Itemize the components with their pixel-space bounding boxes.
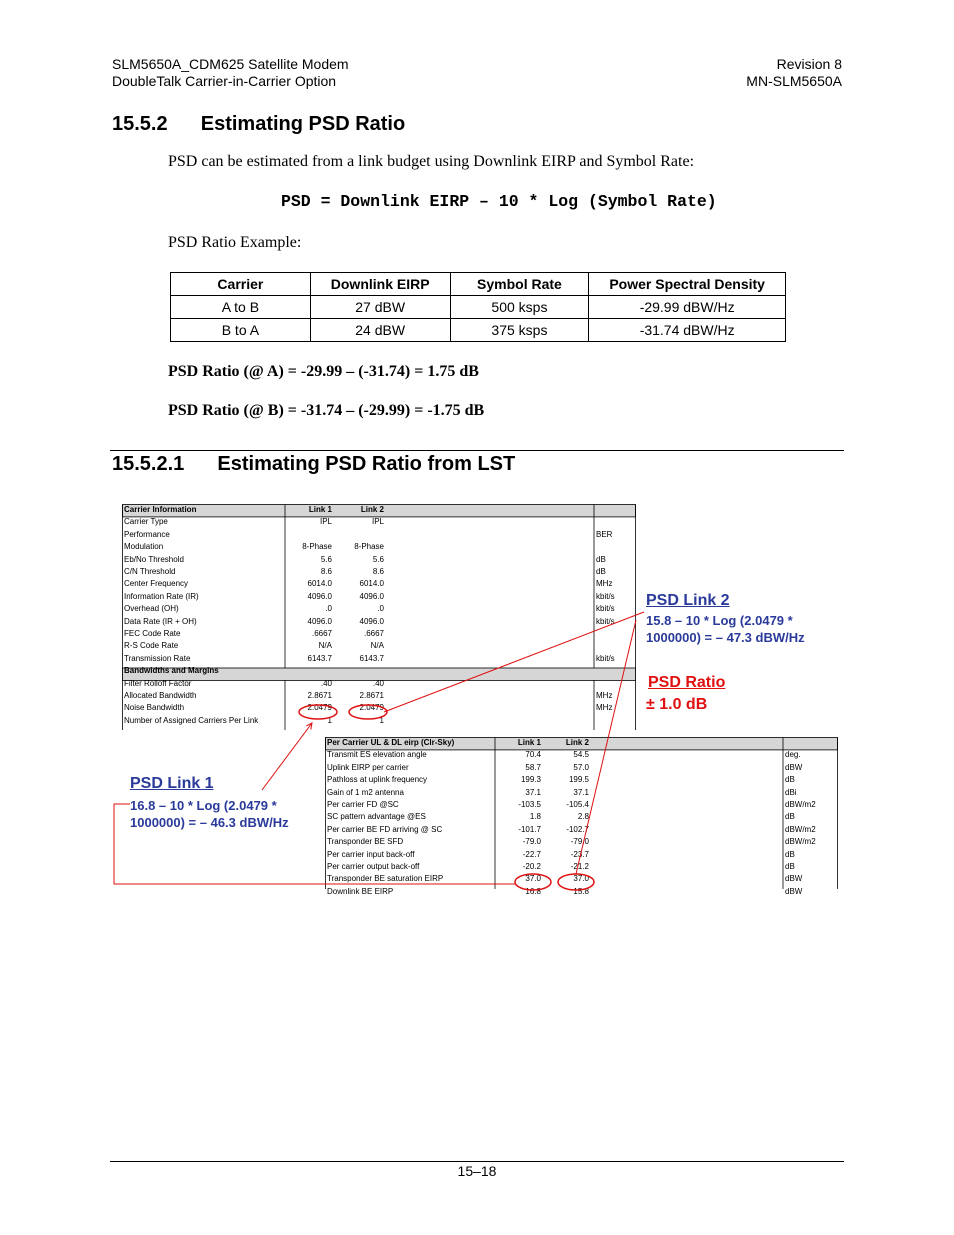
sheet-cell-v1: 5.6 [320, 554, 332, 564]
sheet-header-label: Per Carrier UL & DL eirp (Clr-Sky) [327, 738, 455, 747]
sheet-cell-v2: N/A [370, 641, 384, 651]
sheet-cell-unit: kbit/s [596, 653, 615, 663]
sheet-cell-label: R-S Code Rate [124, 641, 179, 651]
sheet-cell-v2: 2.0479 [359, 703, 384, 713]
sheet-cell-v2: -79.0 [570, 837, 589, 847]
sheet-cell-label: Gain of 1 m2 antenna [327, 787, 404, 797]
sheet-cell-v1: .0 [325, 604, 332, 614]
sheet-cell-label: Per carrier BE FD arriving @ SC [327, 824, 443, 834]
sheet-header-link1: Link 1 [308, 505, 332, 514]
sheet-cell-label: Noise Bandwidth [124, 703, 185, 713]
sheet-cell-v1: 70.4 [525, 750, 541, 760]
circle-link2-eirp [558, 874, 594, 890]
sheet-cell-unit: dBW [785, 886, 803, 896]
sheet-cell-v1: IPL [319, 517, 332, 527]
sheet-cell-label: FEC Code Rate [124, 629, 181, 638]
page-number: 15–18 [457, 1163, 497, 1179]
sheet-header-link2: Link 2 [565, 738, 589, 747]
psd-link2-title: PSD Link 2 [646, 592, 730, 609]
sheet-cell-v1: 8.6 [320, 567, 332, 576]
sheet-cell-v1: 1.8 [529, 812, 541, 822]
circle-link1-eirp [515, 874, 551, 890]
sheet-cell-label: Transponder BE saturation EIRP [327, 874, 444, 884]
sheet-cell-v1: 37.1 [525, 787, 541, 797]
circle-link2-bandwidth [349, 705, 387, 719]
psd-link1-line2: 1000000) = – 46.3 dBW/Hz [130, 815, 289, 830]
psd-ratio-b: PSD Ratio (@ B) = -31.74 – (-29.99) = -1.75 dB [168, 402, 485, 419]
sheet-cell-v2: 1 [379, 715, 384, 725]
sheet-cell-v2: 15.8 [573, 886, 589, 896]
intro-paragraph: PSD can be estimated from a link budget using Downlink EIRP and Symbol Rate: [168, 153, 695, 170]
sheet-cell-label: Allocated Bandwidth [124, 691, 197, 700]
sheet-cell-v2: 54.5 [573, 750, 589, 760]
psd-link1-title: PSD Link 1 [130, 775, 214, 792]
sheet-cell-label: Transponder BE SFD [327, 837, 404, 847]
sheet-cell-v1: 2.0479 [307, 703, 332, 713]
revision: Revision 8 [776, 56, 842, 72]
sheet-cell-label: Data Rate (IR + OH) [124, 616, 197, 626]
sheet-section-header: Bandwidths and Margins [124, 666, 219, 676]
example-label: PSD Ratio Example: [168, 234, 302, 251]
circle-link1-bandwidth [299, 705, 337, 719]
sheet-cell-label: Transmit ES elevation angle [327, 750, 427, 760]
sheet-cell-v2: 2.8671 [359, 691, 384, 700]
footer-rule [110, 1161, 844, 1162]
sheet-cell-v2: 4096.0 [359, 591, 384, 601]
sheet-cell-v1: 2.8671 [307, 691, 332, 700]
table-header: Downlink EIRP [310, 273, 450, 296]
link2-connector [576, 620, 636, 874]
sheet-cell-v2: 6014.0 [359, 579, 384, 589]
table-cell: A to B [171, 296, 311, 319]
table-header: Carrier [171, 273, 311, 296]
sheet-cell-v2: 199.5 [568, 775, 589, 785]
psd-link2-line1: 15.8 – 10 * Log (2.0479 * [646, 613, 793, 628]
sheet-cell-unit: dB [785, 775, 795, 785]
sheet-cell-v1: -79.0 [522, 837, 541, 847]
sheet-cell-unit: dBi [785, 787, 797, 797]
psd-ratio-value: ± 1.0 dB [646, 696, 708, 713]
sheet-cell-label: Per carrier FD @SC [327, 800, 399, 809]
sheet-cell-unit: deg. [785, 750, 801, 760]
sheet-cell-unit: dBW/m2 [785, 800, 816, 809]
sheet-cell-unit: kbit/s [596, 604, 615, 614]
sheet-cell-unit: dBW/m2 [785, 824, 816, 834]
sheet-cell-v1: 8-Phase [302, 542, 332, 552]
sheet-cell-v2: .0 [377, 604, 384, 614]
sheet-cell-v1: 16.8 [525, 886, 541, 896]
sheet-cell-v1: 6014.0 [307, 579, 332, 589]
psd-formula: PSD = Downlink EIRP – 10 * Log (Symbol Rate) [281, 192, 717, 211]
sheet-cell-label: Pathloss at uplink frequency [327, 775, 428, 785]
sheet-cell-v1: .6667 [311, 629, 332, 638]
sheet-cell-v2: IPL [371, 517, 384, 527]
table-cell: 500 ksps [450, 296, 589, 319]
sheet-cell-v1: N/A [318, 641, 332, 651]
sheet-cell-v2: .6667 [363, 629, 384, 638]
link2-bandwidth-connector [384, 612, 644, 712]
sheet-cell-v1: -103.5 [518, 800, 541, 809]
sheet-cell-unit: dB [785, 812, 795, 822]
sheet-cell-v1: -22.7 [522, 849, 541, 859]
subsection-title: Estimating PSD Ratio from LST [217, 453, 516, 475]
sheet-cell-v2: -102.7 [566, 824, 589, 834]
table-cell: -29.99 dBW/Hz [589, 296, 786, 319]
sheet-cell-v1: 4096.0 [307, 591, 332, 601]
sheet-cell-v2: -23.7 [570, 849, 589, 859]
section-title: Estimating PSD Ratio [200, 113, 406, 135]
sheet-cell-v1: 1 [327, 715, 332, 725]
sheet-cell-label: Per carrier input back-off [327, 849, 415, 859]
sheet-cell-unit: dBW/m2 [785, 837, 816, 847]
sheet-cell-v2: 6143.7 [359, 653, 384, 663]
table-header: Power Spectral Density [589, 273, 786, 296]
section-number: 15.5.2 [112, 113, 168, 135]
sheet-cell-unit: kbit/s [596, 591, 615, 601]
sheet-header-link1: Link 1 [517, 738, 541, 747]
sheet-cell-label: SC pattern advantage @ES [327, 812, 426, 822]
sheet-cell-v2: 2.8 [577, 812, 589, 822]
sheet-cell-v2: 37.0 [573, 874, 589, 884]
sheet-cell-label: C/N Threshold [124, 567, 176, 576]
table-cell: 24 dBW [310, 319, 450, 342]
psd-ratio-a: PSD Ratio (@ A) = -29.99 – (-31.74) = 1.75 dB [168, 363, 479, 380]
sheet-cell-v2: 5.6 [372, 554, 384, 564]
sheet-cell-unit: dBW [785, 874, 803, 884]
sheet-cell-v1: 58.7 [525, 762, 541, 772]
doc-subtitle: DoubleTalk Carrier-in-Carrier Option [112, 73, 337, 89]
link1-connector [114, 804, 515, 884]
sheet-cell-v1: 6143.7 [307, 653, 332, 663]
sheet-cell-unit: dB [596, 567, 606, 576]
sheet-cell-v2: .40 [372, 678, 384, 688]
sheet-cell-v2: 4096.0 [359, 616, 384, 626]
sheet-cell-v1: .40 [320, 678, 332, 688]
sheet-cell-label: Eb/No Threshold [124, 554, 184, 564]
sheet-header-label: Carrier Information [124, 505, 197, 514]
sheet-cell-v2: -105.4 [566, 800, 589, 809]
sheet-cell-v1: 37.0 [525, 874, 541, 884]
sheet-cell-label: Transmission Rate [124, 653, 191, 663]
table-cell: 27 dBW [310, 296, 450, 319]
sheet-cell-label: Performance [124, 529, 170, 539]
psd-ratio-title: PSD Ratio [648, 674, 726, 691]
table-cell: 375 ksps [450, 319, 589, 342]
sheet-cell-label: Filter Rolloff Factor [124, 678, 192, 688]
psd-link1-line1: 16.8 – 10 * Log (2.0479 * [130, 798, 277, 813]
table-header: Symbol Rate [450, 273, 589, 296]
sheet-cell-v2: 57.0 [573, 762, 589, 772]
sheet-cell-unit: BER [596, 529, 613, 539]
sheet-cell-unit: MHz [596, 579, 613, 589]
sheet-cell-v2: 8-Phase [354, 542, 384, 552]
sheet-cell-unit: dBW [785, 762, 803, 772]
sheet-cell-label: Information Rate (IR) [124, 591, 199, 601]
table-cell: B to A [171, 319, 311, 342]
sheet-cell-unit: dB [785, 849, 795, 859]
sheet-cell-label: Modulation [124, 542, 164, 552]
table-cell: -31.74 dBW/Hz [589, 319, 786, 342]
sheet-cell-label: Carrier Type [124, 517, 168, 527]
sheet-cell-unit: dB [785, 862, 795, 871]
sheet-cell-unit: MHz [596, 703, 613, 713]
sheet-cell-unit: kbit/s [596, 616, 615, 626]
sheet-cell-label: Overhead (OH) [124, 604, 179, 614]
sheet-cell-v2: 8.6 [372, 567, 384, 576]
doc-title: SLM5650A_CDM625 Satellite Modem [112, 56, 349, 72]
sheet-cell-unit: MHz [596, 691, 613, 700]
sheet-cell-label: Uplink EIRP per carrier [327, 762, 409, 772]
subsection-number: 15.5.2.1 [112, 453, 185, 475]
sheet-cell-unit: dB [596, 554, 606, 564]
manual-number: MN-SLM5650A [746, 73, 842, 89]
sheet-cell-label: Downlink BE EIRP [327, 886, 394, 896]
sheet-cell-v1: -101.7 [518, 824, 541, 834]
sheet-cell-v2: -21.2 [570, 862, 589, 871]
sheet-cell-v1: -20.2 [522, 862, 541, 871]
psd-link2-line2: 1000000) = – 47.3 dBW/Hz [646, 630, 805, 645]
sheet-cell-v1: 4096.0 [307, 616, 332, 626]
sheet-cell-label: Center Frequency [124, 579, 189, 589]
sheet-cell-v2: 37.1 [573, 787, 589, 797]
sheet-cell-v1: 199.3 [520, 775, 541, 785]
sheet-header-link2: Link 2 [360, 505, 384, 514]
sheet-cell-label: Per carrier output back-off [327, 862, 420, 871]
sheet-cell-label: Number of Assigned Carriers Per Link [124, 715, 259, 725]
link1-arrow [262, 723, 312, 790]
